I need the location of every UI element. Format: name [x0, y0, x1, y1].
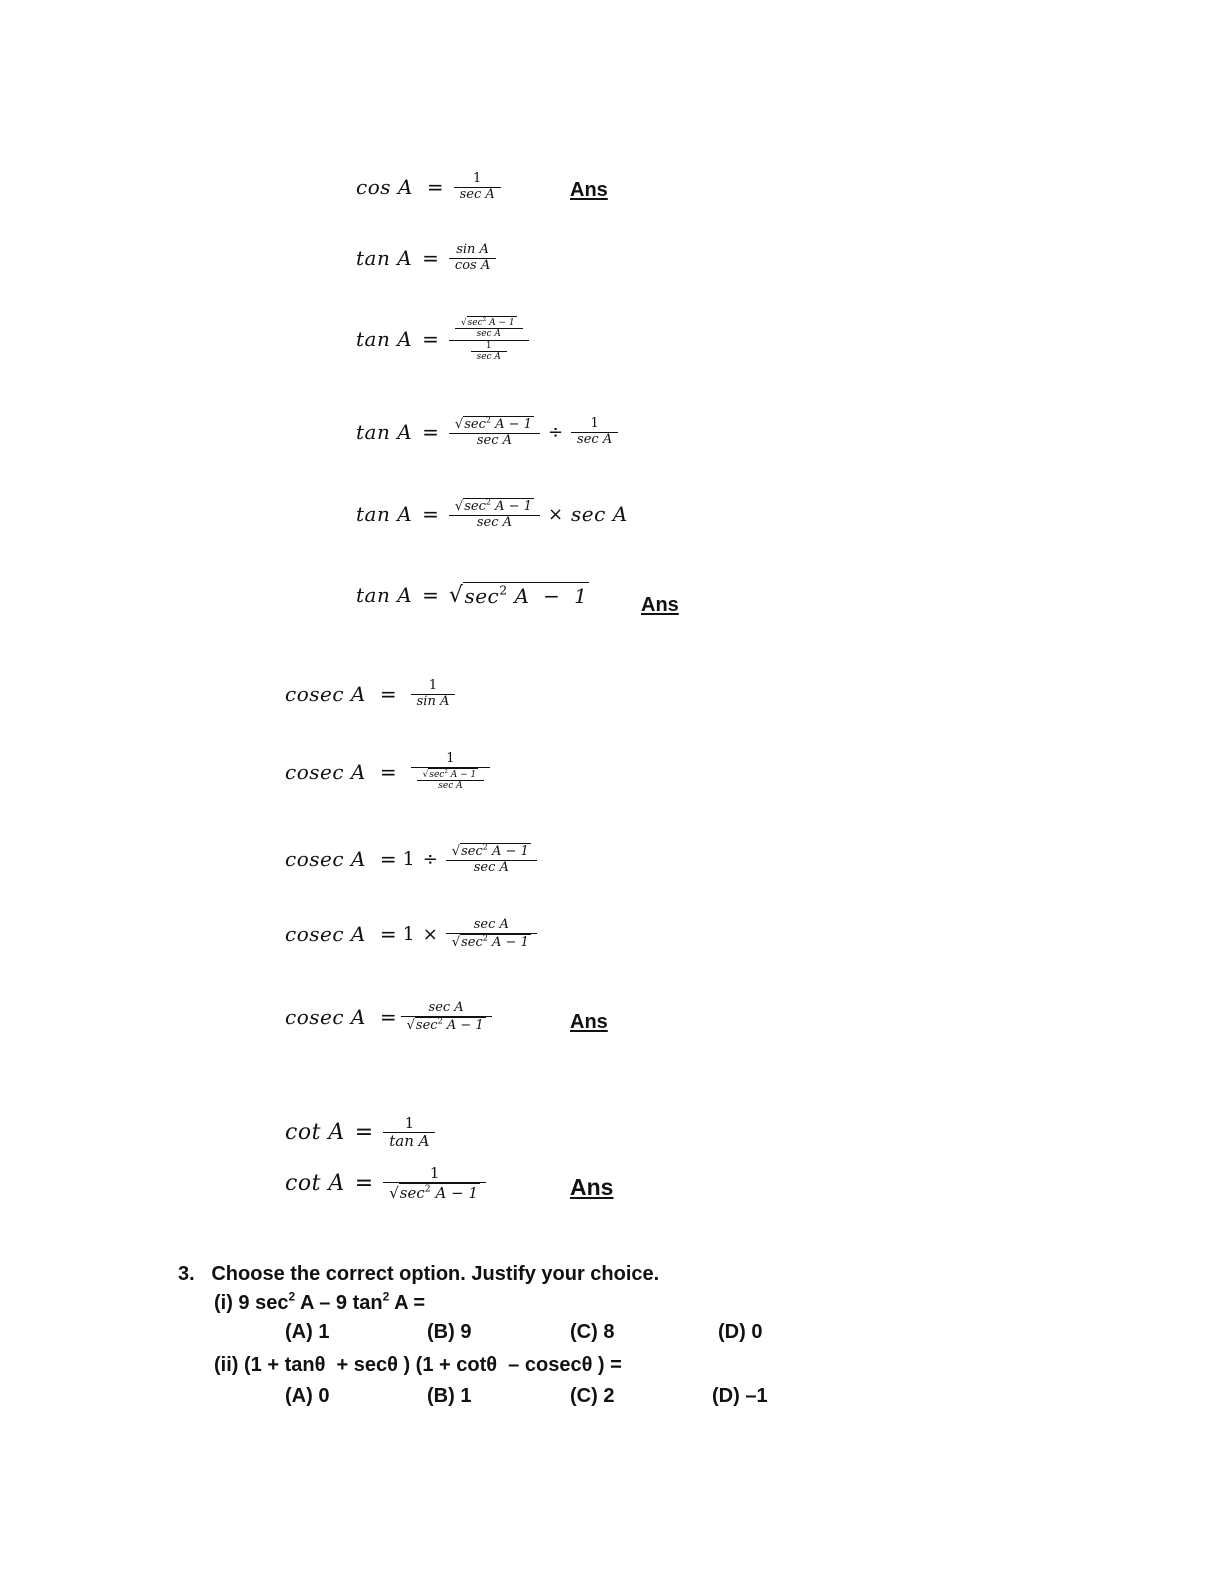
square-root — [449, 582, 589, 608]
denominator — [401, 1017, 492, 1034]
radicand — [467, 316, 517, 328]
radicand-rest: A − 1 — [491, 417, 532, 432]
radicand — [460, 843, 531, 860]
radical-sign-icon: √ — [451, 934, 461, 950]
square-root — [407, 1017, 486, 1034]
square-root — [461, 316, 517, 328]
equation-lhs: tan A — [356, 502, 413, 527]
denominator: sec A — [459, 186, 495, 202]
radical-sign-icon: √ — [448, 583, 464, 608]
denominator: sin A — [416, 693, 450, 709]
equation-lhs: cot A — [285, 1120, 345, 1146]
divide-sign: ÷ — [547, 421, 564, 443]
equation-lhs: cosec A — [285, 682, 366, 707]
fraction — [471, 341, 507, 363]
denominator — [465, 341, 513, 363]
radicand-rest: A − 1 — [486, 318, 515, 328]
part-i-prefix: (i) 9 sec — [214, 1292, 289, 1314]
radicand-rest: A − 1 — [447, 769, 477, 780]
answer-label: Ans — [641, 594, 679, 616]
equals-sign: = — [422, 246, 439, 271]
equation-tan-step-2 — [356, 316, 529, 362]
denominator: tan A — [389, 1132, 430, 1151]
equation-lhs: cosec A — [285, 847, 366, 872]
answer-label: Ans — [570, 1011, 608, 1033]
equation-lhs: cot A — [285, 1171, 345, 1197]
numerator — [449, 498, 540, 515]
equals-sign: = — [354, 1120, 374, 1146]
option-d: (D) 0 — [718, 1321, 763, 1343]
denominator — [446, 934, 537, 951]
option-a: (A) 1 — [285, 1321, 330, 1343]
equals-sign: = — [354, 1171, 374, 1197]
radicand-base: sec — [464, 584, 500, 608]
equation-cosec-step-2 — [285, 752, 490, 792]
equation-lhs: tan A — [356, 327, 413, 352]
fraction — [417, 768, 485, 792]
equation-cosec-step-3 — [285, 843, 537, 876]
equation-tan-step-4 — [356, 498, 628, 531]
exponent: 2 — [482, 933, 488, 943]
exponent: 2 — [437, 1016, 443, 1026]
radical-sign-icon: √ — [389, 1184, 399, 1203]
radical-sign-icon: √ — [451, 844, 461, 859]
compound-fraction — [449, 316, 529, 362]
equation-lhs: cos A — [356, 175, 413, 200]
equals-sign: = — [379, 759, 397, 784]
radical-sign-icon: √ — [422, 769, 429, 780]
option-a: (A) 0 — [285, 1385, 330, 1407]
one: 1 — [402, 848, 415, 871]
radicand-base: sec — [461, 934, 483, 950]
radicand-rest: A − 1 — [491, 499, 532, 514]
fraction — [455, 316, 523, 340]
denominator: cos A — [454, 257, 491, 273]
option-b: (B) 1 — [427, 1385, 472, 1407]
one: 1 — [402, 923, 415, 946]
compound-fraction — [411, 752, 491, 792]
equation-tan-step-3 — [356, 416, 618, 449]
equation-lhs: tan A — [356, 583, 413, 607]
radicand-base: sec — [429, 769, 445, 780]
denominator — [411, 768, 491, 792]
numerator: 1 — [429, 1164, 440, 1182]
numerator: 1 — [446, 751, 455, 766]
exponent: 2 — [482, 842, 488, 852]
radicand-base: sec — [399, 1184, 425, 1203]
radicand-base: sec — [464, 499, 486, 514]
numerator — [449, 316, 529, 340]
equation-lhs: tan A — [356, 246, 413, 271]
option-d: (D) –1 — [712, 1385, 768, 1407]
question-3-part-ii: (ii) (1 + tanθ + secθ ) (1 + cotθ – cosecθ ) = — [214, 1354, 622, 1376]
multiply-sign: × — [422, 923, 438, 945]
radicand-base: sec — [467, 318, 483, 328]
numerator — [446, 843, 537, 860]
radicand-rest: A − 1 — [430, 1184, 478, 1203]
numerator — [449, 416, 540, 433]
numerator: sin A — [456, 242, 489, 257]
radicand — [415, 1017, 486, 1034]
answer-label: Ans — [570, 1174, 614, 1200]
radicand — [463, 582, 589, 608]
equation-cosec-step-5 — [285, 1001, 492, 1034]
exponent: 2 — [485, 497, 491, 507]
answer-label: Ans — [570, 179, 608, 201]
equals-sign: = — [379, 682, 397, 707]
fraction — [401, 1001, 492, 1034]
fraction — [449, 243, 496, 274]
equation-lhs: cosec A — [285, 759, 366, 784]
fraction — [446, 918, 537, 951]
equals-sign: = — [422, 420, 439, 445]
equals-sign: = — [422, 583, 439, 607]
radicand — [460, 934, 531, 951]
numerator: 1 — [404, 1114, 415, 1132]
radicand-rest: A − 1 — [487, 934, 529, 950]
equation-cos-a — [356, 172, 501, 203]
equation-cosec-step-1 — [285, 679, 455, 710]
exponent: 2 — [499, 582, 508, 598]
fraction — [571, 417, 618, 448]
equation-lhs: cosec A — [285, 1005, 366, 1030]
question-3-part-i — [214, 1289, 426, 1315]
exponent: 2 — [485, 415, 491, 425]
equals-sign: = — [422, 327, 439, 352]
equation-cosec-step-4 — [285, 918, 537, 951]
equals-sign: = — [426, 175, 444, 200]
radicand-base: sec — [464, 417, 486, 432]
divide-sign: ÷ — [422, 848, 438, 870]
square-root — [452, 934, 531, 951]
equation-cot-step-1 — [285, 1115, 435, 1151]
exponent: 2 — [482, 317, 487, 324]
radicand — [463, 498, 534, 515]
numerator — [455, 316, 523, 328]
denominator: sec A — [476, 432, 513, 448]
fraction — [454, 172, 501, 203]
fraction — [383, 1115, 435, 1151]
square-root — [452, 843, 531, 860]
radicand-rest: A − 1 — [442, 1017, 484, 1033]
radical-sign-icon: √ — [454, 417, 464, 432]
exponent: 2 — [424, 1183, 431, 1195]
denominator: sec A — [473, 859, 509, 875]
numerator: 1 — [590, 416, 599, 431]
equation-tan-step-5 — [356, 582, 589, 608]
fraction — [411, 679, 456, 710]
multiplier: sec A — [571, 502, 628, 527]
denominator: sec A — [476, 514, 513, 530]
part-i-middle: A – 9 tan — [295, 1292, 383, 1314]
fraction — [449, 498, 540, 531]
numerator: 1 — [428, 678, 438, 693]
equation-lhs: cosec A — [285, 922, 366, 947]
denominator: sec A — [476, 352, 501, 363]
equation-tan-step-1 — [356, 243, 496, 274]
denominator: sec A — [438, 781, 463, 792]
numerator — [417, 768, 485, 780]
multiply-sign: × — [547, 503, 564, 525]
fraction — [449, 416, 540, 449]
equation-lhs: tan A — [356, 420, 413, 445]
radicand — [428, 768, 478, 780]
denominator — [383, 1183, 486, 1202]
denominator: sec A — [476, 329, 501, 340]
exponent: 2 — [288, 1289, 296, 1304]
radicand — [399, 1183, 480, 1202]
radicand-base: sec — [461, 844, 483, 859]
radicand-rest: A − 1 — [507, 584, 588, 608]
numerator: sec A — [428, 1000, 464, 1015]
equals-sign: = — [379, 922, 397, 947]
numerator: 1 — [485, 340, 492, 351]
fraction — [383, 1165, 486, 1203]
radical-sign-icon: √ — [406, 1017, 415, 1033]
equals-sign: = — [379, 1005, 397, 1030]
square-root — [455, 416, 534, 433]
option-b: (B) 9 — [427, 1321, 472, 1343]
square-root — [389, 1183, 480, 1202]
exponent: 2 — [444, 769, 448, 776]
numerator: 1 — [473, 171, 482, 186]
square-root — [455, 498, 534, 515]
radicand-base: sec — [415, 1017, 438, 1033]
exponent: 2 — [382, 1289, 390, 1304]
equation-cot-step-2 — [285, 1165, 486, 1203]
square-root — [423, 768, 479, 780]
option-c: (C) 2 — [570, 1385, 615, 1407]
numerator: sec A — [473, 917, 509, 932]
denominator: sec A — [577, 431, 613, 447]
part-i-suffix: A = — [389, 1292, 426, 1314]
radicand — [463, 416, 534, 433]
equals-sign: = — [422, 502, 439, 527]
radicand-rest: A − 1 — [487, 844, 529, 859]
radical-sign-icon: √ — [460, 318, 467, 328]
question-3-heading: 3. Choose the correct option. Justify your choice. — [178, 1263, 660, 1285]
fraction — [446, 843, 537, 876]
equals-sign: = — [379, 847, 397, 872]
radical-sign-icon: √ — [454, 499, 464, 514]
option-c: (C) 8 — [570, 1321, 615, 1343]
